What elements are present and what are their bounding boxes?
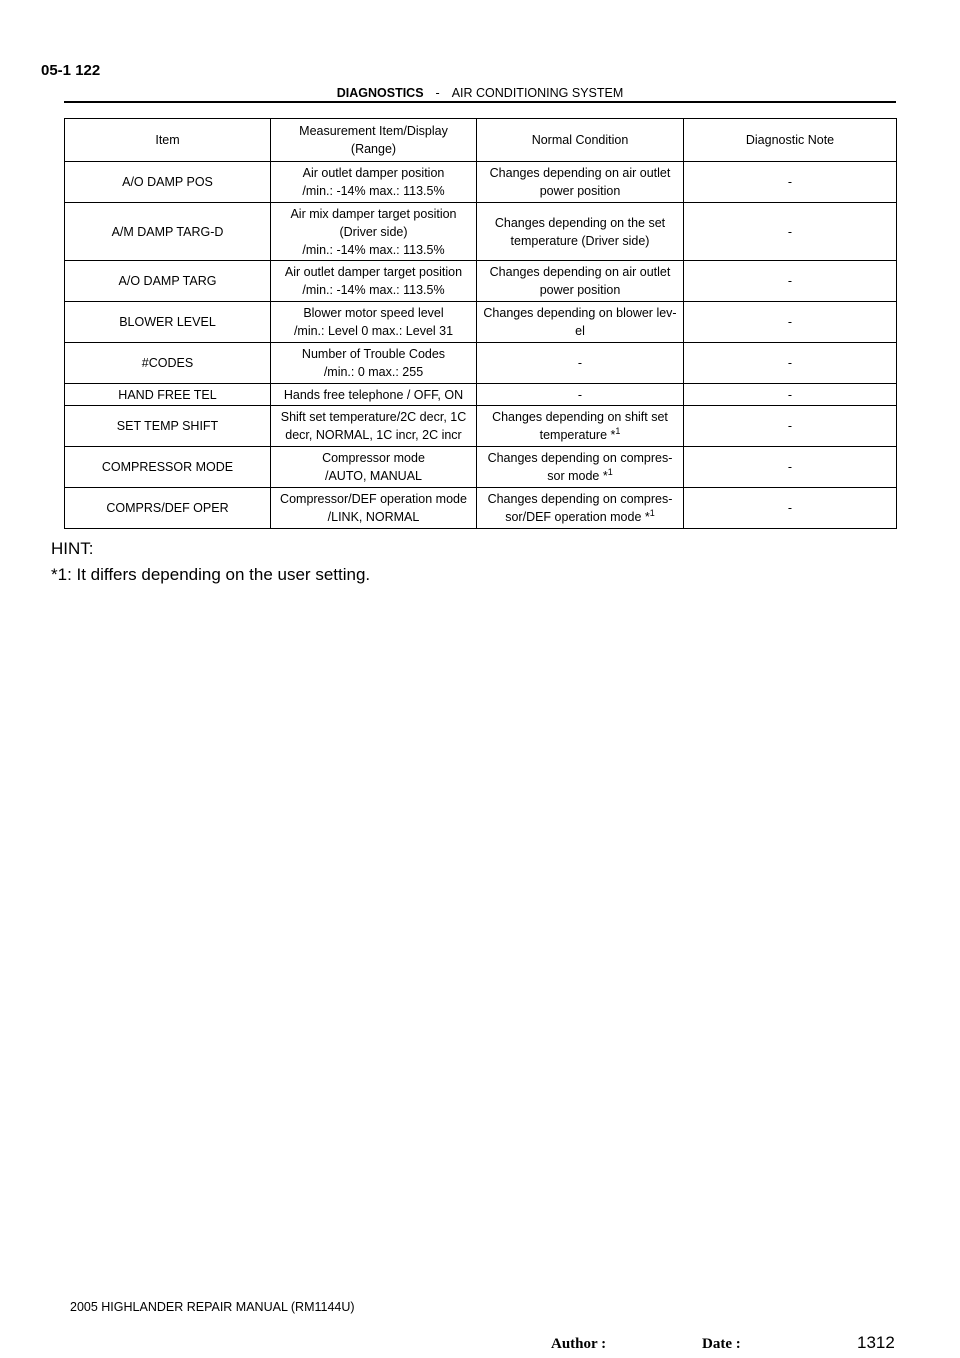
column-header-item: Item	[65, 119, 271, 162]
table-row	[65, 447, 897, 488]
table-row	[65, 203, 897, 261]
table-row	[65, 406, 897, 447]
measurement-cell: Blower motor speed level /min.: Level 0 max.: Level 31	[271, 302, 477, 343]
footnote-marker: 1	[615, 425, 621, 436]
date-label: Date :	[702, 1336, 741, 1352]
diagnostic-note-cell: -	[684, 302, 897, 343]
normal-condition-text: Changes depending on compres- sor/DEF operation mode *	[487, 492, 673, 524]
footnote-marker: 1	[607, 466, 613, 477]
normal-condition-cell: Changes depending on air outlet power position	[477, 261, 684, 302]
subsection-title: AIR CONDITIONING SYSTEM	[451, 86, 624, 100]
measurement-cell: Shift set temperature/2C decr, 1C decr, NORMAL, 1C incr, 2C incr	[271, 406, 477, 447]
page-id: 05-1 122	[41, 62, 101, 79]
table-header-row	[65, 119, 897, 162]
normal-condition-cell: Changes depending on air outlet power position	[477, 162, 684, 203]
normal-condition-cell	[477, 406, 684, 447]
normal-condition-cell: -	[477, 384, 684, 406]
diagnostic-table	[64, 118, 897, 529]
table-row	[65, 343, 897, 384]
diagnostic-note-cell: -	[684, 447, 897, 488]
measurement-cell: Air outlet damper target position /min.: -14% max.: 113.5%	[271, 261, 477, 302]
column-header-measurement: Measurement Item/Display (Range)	[271, 119, 477, 162]
normal-condition-cell: -	[477, 343, 684, 384]
item-cell: #CODES	[65, 343, 271, 384]
column-header-diagnostic-note: Diagnostic Note	[684, 119, 897, 162]
item-cell: COMPRS/DEF OPER	[65, 488, 271, 529]
diagnostic-note-cell: -	[684, 162, 897, 203]
item-cell: BLOWER LEVEL	[65, 302, 271, 343]
item-cell: SET TEMP SHIFT	[65, 406, 271, 447]
item-cell: A/M DAMP TARG-D	[65, 203, 271, 261]
diagnostic-note-cell: -	[684, 343, 897, 384]
diagnostic-note-cell: -	[684, 406, 897, 447]
normal-condition-text: Changes depending on compres- sor mode *	[487, 451, 673, 483]
hint-text: *1: It differs depending on the user setting.	[51, 565, 371, 584]
normal-condition-cell: Changes depending on the set temperature (Driver side)	[477, 203, 684, 261]
measurement-cell: Compressor mode /AUTO, MANUAL	[271, 447, 477, 488]
normal-condition-cell: Changes depending on blower lev- el	[477, 302, 684, 343]
item-cell: A/O DAMP POS	[65, 162, 271, 203]
table-row	[65, 162, 897, 203]
diagnostic-note-cell: -	[684, 261, 897, 302]
normal-condition-cell	[477, 447, 684, 488]
diagnostic-note-cell: -	[684, 384, 897, 406]
item-cell: HAND FREE TEL	[65, 384, 271, 406]
page-number: 1312	[857, 1333, 895, 1352]
measurement-cell: Compressor/DEF operation mode /LINK, NORMAL	[271, 488, 477, 529]
measurement-cell: Air mix damper target position (Driver side) /min.: -14% max.: 113.5%	[271, 203, 477, 261]
measurement-cell: Hands free telephone / OFF, ON	[271, 384, 477, 406]
normal-condition-cell	[477, 488, 684, 529]
diagnostic-note-cell: -	[684, 203, 897, 261]
table-row	[65, 488, 897, 529]
normal-condition-text: Changes depending on shift set temperature *	[492, 410, 668, 442]
table-row	[65, 384, 897, 406]
author-label: Author :	[551, 1336, 607, 1352]
table-row	[65, 302, 897, 343]
item-cell: COMPRESSOR MODE	[65, 447, 271, 488]
column-header-normal-condition: Normal Condition	[477, 119, 684, 162]
item-cell: A/O DAMP TARG	[65, 261, 271, 302]
diagnostic-note-cell: -	[684, 488, 897, 529]
measurement-cell: Number of Trouble Codes /min.: 0 max.: 255	[271, 343, 477, 384]
header-rule	[64, 101, 896, 103]
measurement-cell: Air outlet damper position /min.: -14% max.: 113.5%	[271, 162, 477, 203]
running-header	[64, 86, 896, 100]
hint-block	[51, 536, 370, 588]
footnote-marker: 1	[649, 507, 655, 518]
header-separator: -	[435, 86, 440, 100]
manual-footer: 2005 HIGHLANDER REPAIR MANUAL (RM1144U)	[70, 1300, 355, 1314]
hint-title: HINT:	[51, 539, 94, 558]
table-row	[65, 261, 897, 302]
section-title: DIAGNOSTICS	[336, 86, 424, 100]
